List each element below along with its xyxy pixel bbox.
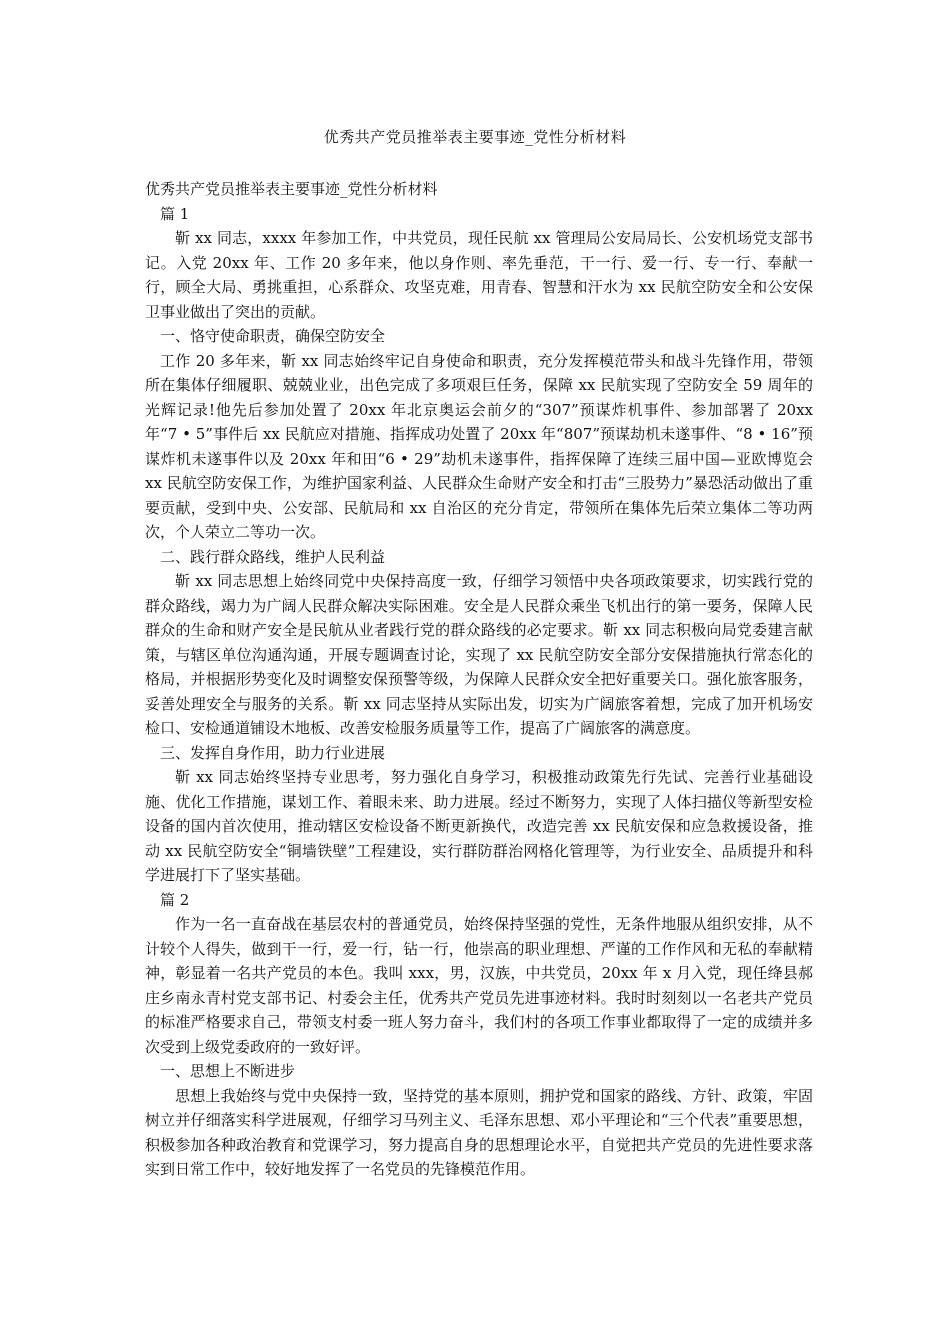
part1-section3-heading: 三、发挥自身作用，助力行业进展 — [160, 743, 386, 762]
part1-intro-paragraph: 靳 xx 同志，xxxx 年参加工作，中共党员，现任民航 xx 管理局公安局局长、公安机场党支部书记。入党 20xx 年、工作 20 多年来，他以身作则、率先垂范，干一行、爱一行、专一行、奉献一行，顾全大局、勇挑重担，心系群众、攻坚克难，用青春、智慧和汗水为 xx 民航空防安全和公安保卫事业做出了突出的贡献。 — [145, 229, 813, 321]
page-title: 优秀共产党员推举表主要事迹_党性分析材料 — [323, 128, 627, 146]
part2-label: 篇 2 — [160, 890, 190, 909]
document-body — [145, 177, 813, 1182]
part1-section1-heading: 一、恪守使命职责，确保空防安全 — [160, 327, 386, 345]
part2-intro-paragraph: 作为一名一直奋战在基层农村的普通党员，始终保持坚强的党性，无条件地服从组织安排，从不计较个人得失，做到干一行，爱一行，钻一行，他崇高的职业理想、严谨的工作作风和无私的奉献精神，彰显着一名共产党员的本色。我叫 xxx，男，汉族，中共党员，20xx 年 x 月入党，现任绛县郝庄乡南永青村党支部书记、村委会主任，优秀共产党员先进事迹材料。我时时刻刻以一名老共产党员的标准严格要求自己，带领支村委一班人努力奋斗，我们村的各项工作事业都取得了一定的成绩并多次受到上级党委政府的一致好评。 — [145, 915, 813, 1056]
part2-section1-heading: 一、思想上不断进步 — [160, 1062, 296, 1080]
part2-section1-paragraph: 思想上我始终与党中央保持一致，坚持党的基本原则，拥护党和国家的路线、方针、政策，牢固树立并仔细落实科学进展观，仔细学习马列主义、毛泽东思想、邓小平理论和“三个代表”重要思想，积极参加各种政治教育和党课学习，努力提高自身的思想理论水平，自觉把共产党员的先进性要求落实到日常工作中，较好地发挥了一名党员的先锋模范作用。 — [145, 1086, 813, 1178]
part1-section2-heading: 二、践行群众路线，维护人民利益 — [160, 547, 386, 566]
document-subtitle: 优秀共产党员推举表主要事迹_党性分析材料 — [145, 180, 438, 198]
part1-section2-paragraph: 靳 xx 同志思想上始终同党中央保持高度一致，仔细学习领悟中央各项政策要求，切实践行党的群众路线，竭力为广阔人民群众解决实际困难。安全是人民群众乘坐飞机出行的第一要务，保障人民群众的生命和财产安全是民航从业者践行党的群众路线的必定要求。靳 xx 同志积极向局党委建言献策，与辖区单位沟通沟通，开展专题调查讨论，实现了 xx 民航空防安全部分安保措施执行常态化的格局，并根据形势变化及时调整安保预警等级，为保障人民群众安全把好重要关口。强化旅客服务，妥善处理安全与服务的关系。靳 xx 同志坚持从实际出发，切实为广阔旅客着想，完成了加开机场安检口、安检通道铺设木地板、改善安检服务质量等工作，提高了广阔旅客的满意度。 — [145, 572, 813, 737]
part1-label: 篇 1 — [160, 204, 190, 223]
part1-section1-paragraph: 工作 20 多年来，靳 xx 同志始终牢记自身使命和职责，充分发挥模范带头和战斗先锋作用，带领所在集体仔细履职、兢兢业业，出色完成了多项艰巨任务，保障 xx 民航实现了空防安全 59 周年的光辉记录!他先后参加处置了 20xx 年北京奥运会前夕的“307”预谋炸机事件、参加部署了 20xx 年“7 • 5”事件后 xx 民航应对措施、指挥成功处置了 20xx 年“807”预谋劫机未遂事件、“8 • 16”预谋炸机未遂事件以及 20xx 年和田“6 • 29”劫机未遂事件，指挥保障了连续三届中国—亚欧博览会 xx 民航空防安保工作，为维护国家利益、人民群众生命财产安全和打击“三股势力”暴恐活动做出了重要贡献，受到中央、公安部、民航局和 xx 自治区的充分肯定，带领所在集体先后荣立集体二等功两次，个人荣立二等功一次。 — [145, 351, 813, 541]
part1-section3-paragraph: 靳 xx 同志始终坚持专业思考，努力强化自身学习，积极推动政策先行先试、完善行业基础设施、优化工作措施，谋划工作、着眼未来、助力进展。经过不断努力，实现了人体扫描仪等新型安检设备的国内首次使用，推动辖区安检设备不断更新换代，改造完善 xx 民航安保和应急救援设备，推动 xx 民航空防安全“铜墙铁壁”工程建设，实行群防群治网格化管理等，为行业安全、品质提升和科学进展打下了坚实基础。 — [145, 768, 813, 884]
